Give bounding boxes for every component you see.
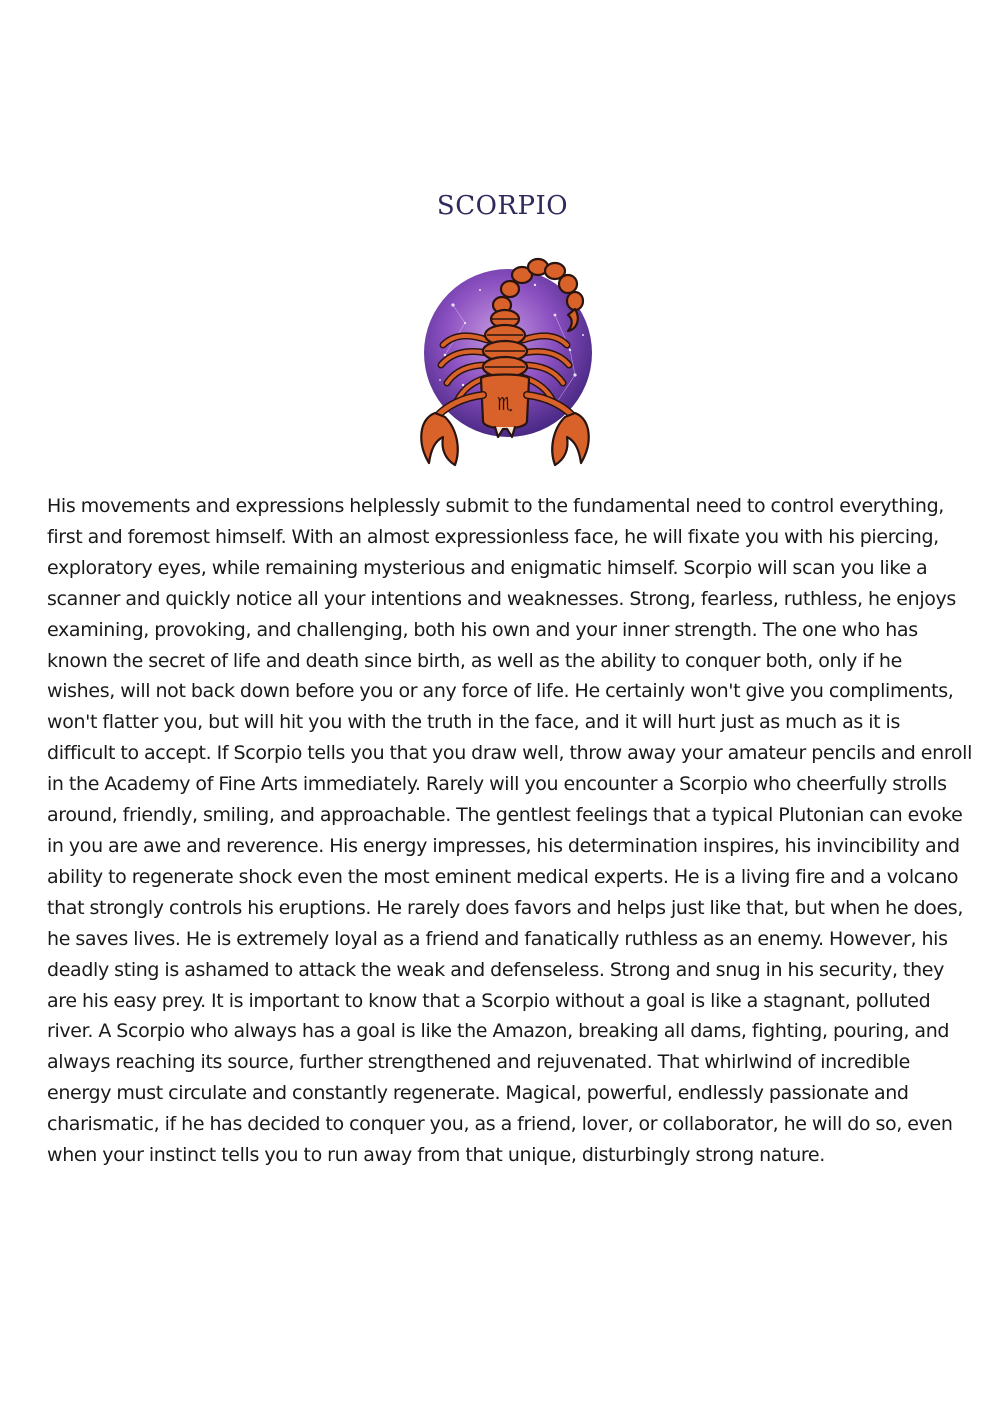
scorpio-glyph: ♏ [496,394,514,415]
body-paragraph: His movements and expressions helplessly submit to the fundamental need to control everything, first and foremost himself. With an almost expressionless face, he will fixate you with his piercing, exploratory eyes, while remaining mysterious and enigmatic himself. Scorpio will scan you like a scanner and quickly notice all your intentions and weaknesses. Strong, fearless, ruthless, he enjoys examining, provoking, and challenging, both his own and your inner strength. The one who has known the secret of life and death since birth, as well as the ability to conquer both, only if he wishes, will not back down before you or any force of life. He certainly won't give you compliments, won't flatter you, but will hit you with the truth in the face, and it will hurt just as much as it is difficult to accept. If Scorpio tells you that you draw well, throw away your amateur pencils and enroll in the Academy of Fine Arts immediately. Rarely will you encounter a Scorpio who cheerfully strolls around, friendly, smiling, and approachable. The gentlest feelings that a typical Plutonian can evoke in you are awe and reverence. His energy impresses, his determination inspires, his invincibility and ability to regenerate shock even the most eminent medical experts. He is a living fire and a volcano that strongly controls his eruptions. He rarely does favors and helps just like that, but when he does, he saves lives. He is extremely loyal as a friend and fanatically ruthless as an enemy. However, his deadly sting is ashamed to attack the weak and defenseless. Strong and snug in his security, they are his easy prey. It is important to know that a Scorpio without a goal is like a stagnant, polluted river. A Scorpio who always has a goal is like the Amazon, breaking all dams, fighting, pouring, and always reaching its source, further strengthened and rejuvenated. That whirlwind of incredible energy must circulate and constantly regenerate. Magical, powerful, endlessly passionate and charismatic, if he has decided to conquer you, as a friend, lover, or collaborator, he will do so, even when your instinct tells you to run away from that unique, disturbingly strong nature. [47,495,972,1167]
scorpion-emblem-icon [405,245,605,475]
page-title: SCORPIO [436,191,569,221]
